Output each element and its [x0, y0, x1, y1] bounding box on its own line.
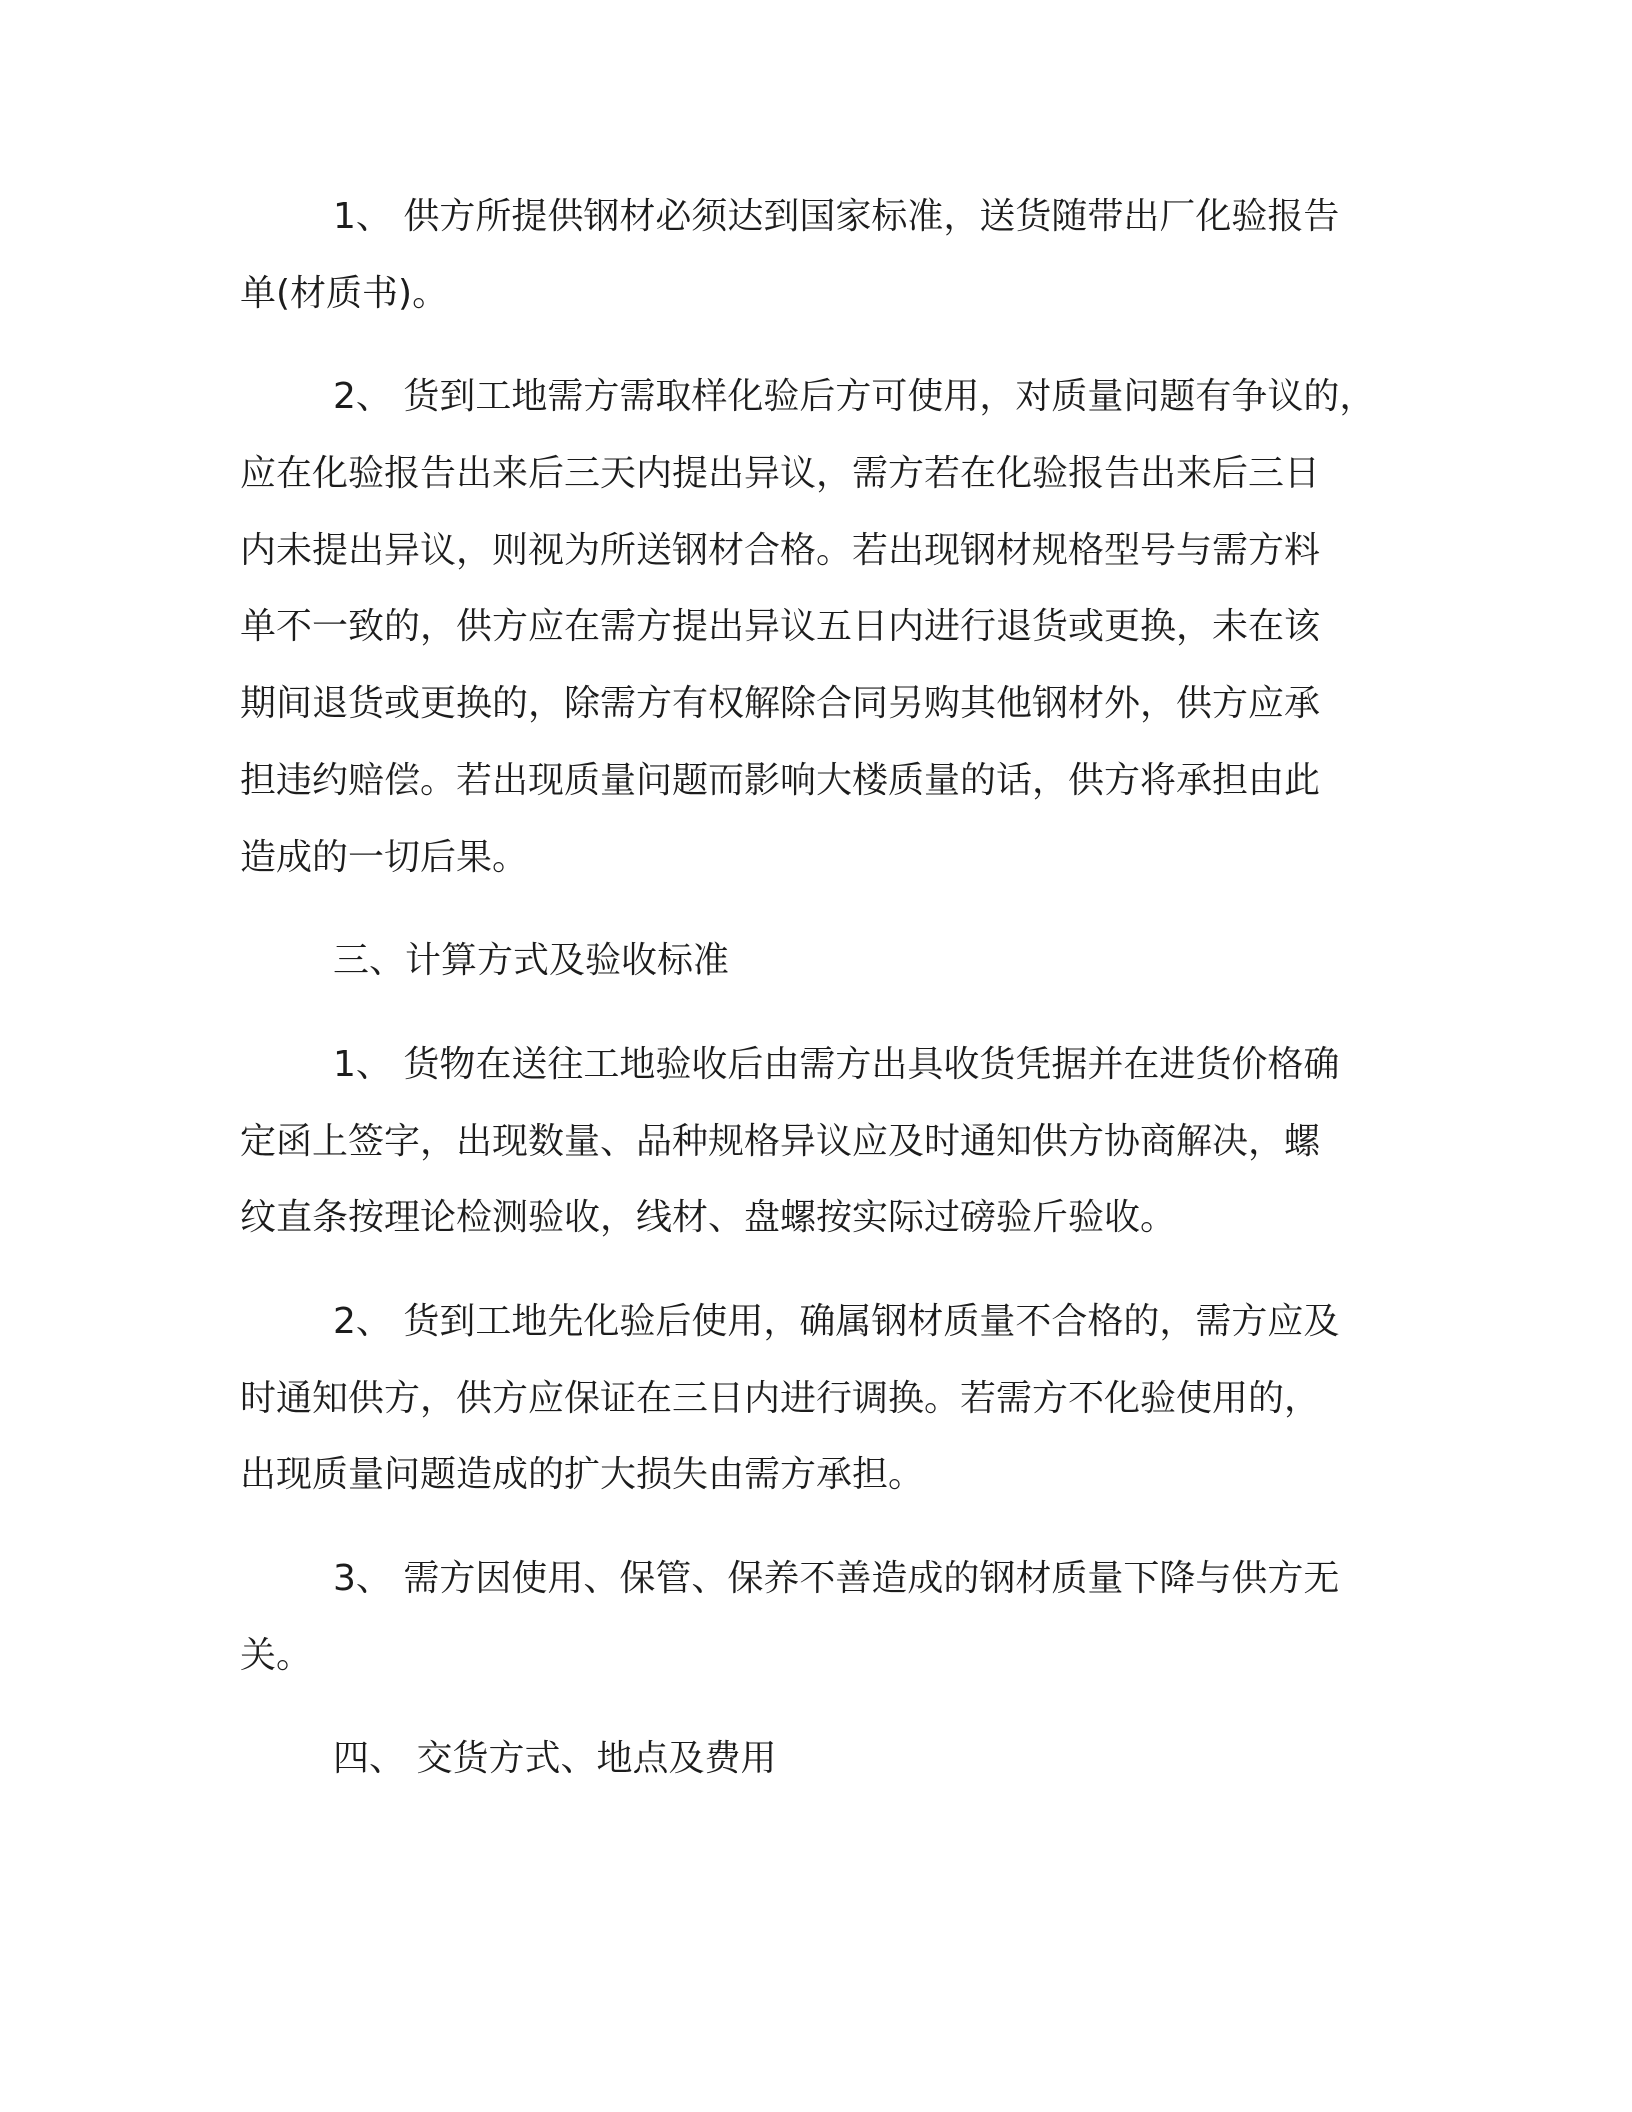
text-line: 时通知供方，供方应保证在三日内进行调换。若需方不化验使用的， — [240, 1377, 1321, 1419]
text-line: 期间退货或更换的，除需方有权解除合同另购其他钢材外，供方应承 — [240, 683, 1321, 725]
text-line: 关。 — [240, 1634, 313, 1676]
text-line: 四、 交货方式、地点及费用 — [333, 1738, 777, 1780]
section-heading-delivery — [240, 1721, 1390, 1798]
text-line: 单不一致的，供方应在需方提出异议五日内进行退货或更换，未在该 — [240, 606, 1321, 648]
text-line: 1、 供方所提供钢材必须达到国家标准，送货随带出厂化验报告 — [333, 196, 1340, 237]
text-line: 定函上签字，出现数量、品种规格异议应及时通知供方协商解决，螺 — [240, 1120, 1321, 1162]
document-page — [240, 179, 1390, 1825]
clause-storage-liability — [240, 1541, 1390, 1694]
section-heading-calculation — [240, 923, 1390, 1000]
text-line: 出现质量问题造成的扩大损失由需方承担。 — [240, 1454, 925, 1496]
text-line: 单(材质书)。 — [240, 272, 449, 314]
text-line: 造成的一切后果。 — [240, 836, 529, 878]
text-line: 3、 需方因使用、保管、保养不善造成的钢材质量下降与供方无 — [333, 1558, 1340, 1599]
clause-receipt-acceptance — [240, 1027, 1390, 1257]
text-line: 2、 货到工地先化验后使用，确属钢材质量不合格的，需方应及 — [333, 1300, 1340, 1342]
text-line: 2、 货到工地需方需取样化验后方可使用，对质量问题有争议的， — [333, 376, 1376, 418]
text-line: 应在化验报告出来后三天内提出异议，需方若在化验报告出来后三日 — [240, 453, 1321, 495]
text-line: 三、计算方式及验收标准 — [333, 940, 730, 982]
text-line: 1、 货物在送往工地验收后由需方出具收货凭据并在进货价格确 — [333, 1043, 1340, 1085]
clause-inspect-before-use — [240, 1284, 1390, 1514]
clause-inspection-dispute — [240, 359, 1390, 896]
text-line: 纹直条按理论检测验收，线材、盘螺按实际过磅验斤验收。 — [240, 1197, 1177, 1239]
text-line: 担违约赔偿。若出现质量问题而影响大楼质量的话，供方将承担由此 — [240, 759, 1321, 801]
clause-quality-standard — [240, 179, 1390, 332]
text-line: 内未提出异议，则视为所送钢材合格。若出现钢材规格型号与需方料 — [240, 529, 1321, 571]
